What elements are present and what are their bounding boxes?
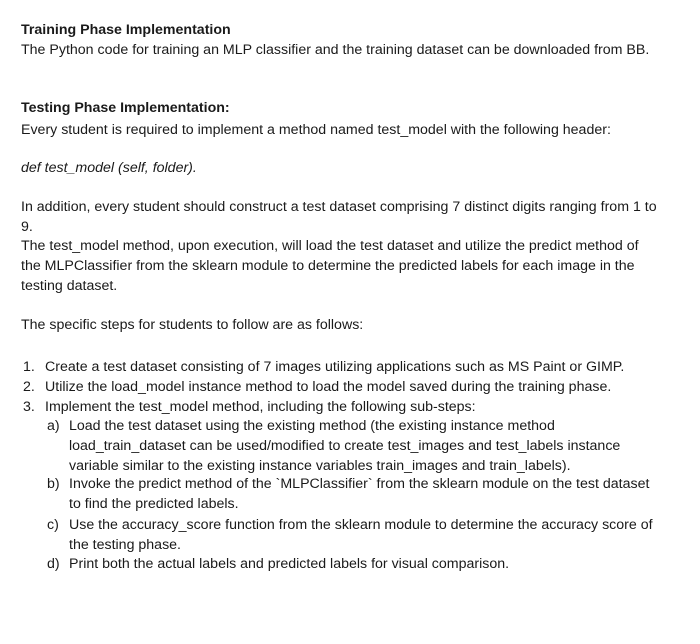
substep-marker: c) <box>47 517 59 533</box>
substep-text: Print both the actual labels and predicted labels for visual comparison. <box>69 556 510 572</box>
substep-marker: b) <box>47 476 60 492</box>
training-body: The Python code for training an MLP classifier and the training dataset can be downloaded from BB. <box>21 42 650 58</box>
paragraph-test-model: The test_model method, upon execution, will load the test dataset and utilize the predict method of the MLPClassifier from the sklearn module to determine the predicted labels for each image in the testing dataset. <box>21 238 639 294</box>
method-signature: def test_model (self, folder). <box>21 160 197 176</box>
substep-marker: a) <box>47 418 60 434</box>
substep-text: Use the accuracy_score function from the sklearn module to determine the accuracy score of the testing phase. <box>69 517 653 553</box>
step-text: Create a test dataset consisting of 7 images utilizing applications such as MS Paint or GIMP. <box>45 359 625 375</box>
step-marker: 3. <box>23 399 35 415</box>
paragraph-test-dataset: In addition, every student should construct a test dataset comprising 7 distinct digits ranging from 1 to 9. <box>21 199 657 235</box>
substep-text: Load the test dataset using the existing method (the existing instance method load_train_dataset can be used/modified to create test_images and test_labels instance variable similar to the existing instance variables train_images and train_labels). <box>69 418 621 474</box>
substep-marker: d) <box>47 556 60 572</box>
training-heading: Training Phase Implementation <box>21 22 231 38</box>
testing-heading: Testing Phase Implementation: <box>21 100 230 116</box>
step-text: Utilize the load_model instance method to load the model saved during the training phase. <box>45 379 612 395</box>
steps-intro: The specific steps for students to follow are as follows: <box>21 317 364 333</box>
substep-text: Invoke the predict method of the `MLPClassifier` from the sklearn module on the test dataset to find the predicted labels. <box>69 476 650 512</box>
step-marker: 1. <box>23 359 35 375</box>
step-text: Implement the test_model method, including the following sub-steps: <box>45 399 476 415</box>
testing-intro: Every student is required to implement a method named test_model with the following header: <box>21 122 611 138</box>
step-marker: 2. <box>23 379 35 395</box>
